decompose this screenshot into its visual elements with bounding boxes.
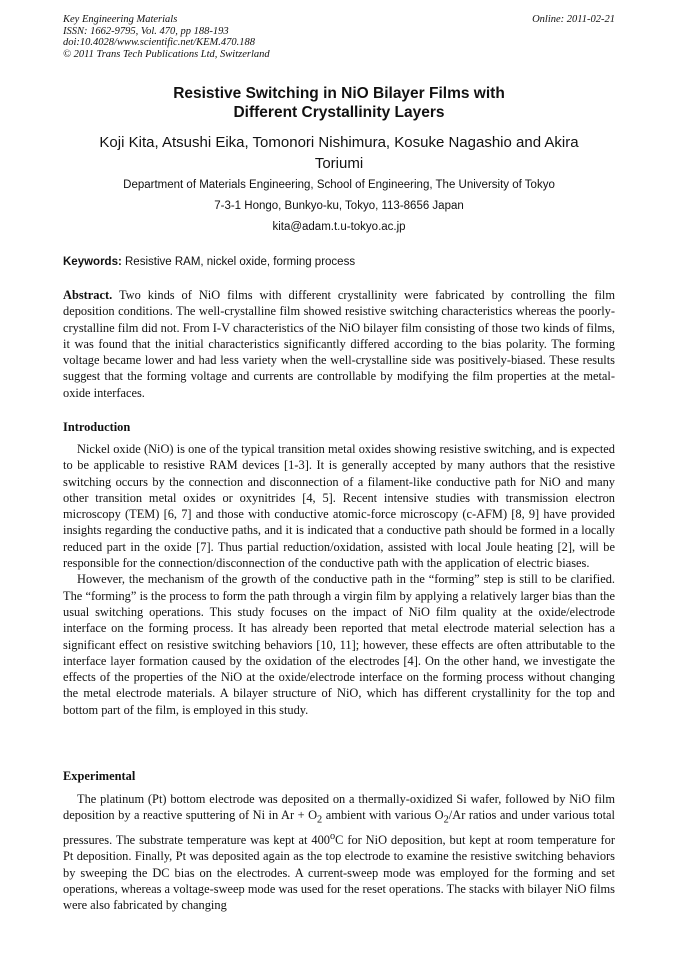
o2-subscript-2: 2 bbox=[443, 814, 449, 826]
affiliation-address: 7-3-1 Hongo, Bunkyo-ku, Tokyo, 113-8656 Japan bbox=[214, 200, 464, 212]
experimental-heading: Experimental bbox=[63, 769, 136, 783]
experimental-text-d: C for NiO deposition, but kept at room temperature for Pt deposition. Finally, Pt was deposited again as the top electrode to examine the resistive switching behaviors by sweeping the DC bias on the electrodes. A current-sweep mode was employed for the forming and set operations, whereas a voltage-sweep mode was used for the reset operations. The stacks with bilayer NiO films were also fabricated by changing bbox=[63, 833, 615, 913]
abstract-label: Abstract. bbox=[63, 288, 113, 302]
title-line-1: Resistive Switching in NiO Bilayer Films with bbox=[173, 85, 505, 102]
copyright-line: © 2011 Trans Tech Publications Ltd, Switzerland bbox=[63, 48, 270, 60]
keywords-label: Keywords: bbox=[63, 256, 122, 268]
journal-header bbox=[63, 14, 615, 60]
abstract-text: Two kinds of NiO films with different crystallinity were fabricated by controlling the film deposition conditions. The well-crystalline film showed resistive switching characteristics whereas the poorly-crystalline film did not. From I-V characteristics of the NiO bilayer film consisting of those two kinds of films, it was found that the initial characteristics significantly differed according to the bias polarity. The forming voltage became lower and had less variety when the well-crystalline side was positively-biased. These results suggest that the forming voltage and currents are controllable by modifying the film properties at the metal-oxide interfaces. bbox=[63, 288, 615, 400]
author-list bbox=[63, 132, 615, 174]
online-date: Online: 2011-02-21 bbox=[532, 14, 615, 25]
introduction-body bbox=[63, 441, 615, 718]
paper-title bbox=[63, 84, 615, 122]
title-line-2: Different Crystallinity Layers bbox=[233, 104, 445, 121]
experimental-text-a: The platinum (Pt) bottom electrode was deposited on a thermally-oxidized Si wafer, followed by NiO film deposition by a reactive sputtering of Ni in Ar + O bbox=[63, 792, 615, 823]
affiliation-email[interactable]: kita@adam.t.u-tokyo.ac.jp bbox=[272, 221, 406, 233]
introduction-heading: Introduction bbox=[63, 420, 131, 434]
journal-name: Key Engineering Materials bbox=[63, 14, 178, 25]
authors-line-1: Koji Kita, Atsushi Eika, Tomonori Nishimura, Kosuke Nagashio and Akira bbox=[99, 134, 579, 151]
keywords bbox=[63, 255, 615, 269]
keywords-text: Resistive RAM, nickel oxide, forming process bbox=[121, 256, 356, 268]
experimental-body bbox=[63, 791, 615, 914]
experimental-text-c: /Ar ratios and under various total pressures. The substrate temperature was kept at 400 bbox=[63, 808, 615, 848]
experimental-paragraph-1 bbox=[63, 791, 615, 914]
authors-line-2: Toriumi bbox=[314, 155, 364, 172]
abstract bbox=[63, 287, 615, 401]
doi-line: doi:10.4028/www.scientific.net/KEM.470.188 bbox=[63, 37, 255, 48]
affiliation-department: Department of Materials Engineering, School of Engineering, The University of Tokyo bbox=[123, 179, 555, 191]
introduction-paragraph-2: However, the mechanism of the growth of the conductive path in the “forming” step is still to be clarified. The “forming” is the process to form the path through a virgin film by applying a relatively larger bias than the usual switching operations. This study focuses on the impact of NiO film quality at the oxide/electrode interface on the forming process. It has already been reported that metal electrode material selection has a significant effect on resistive switching behaviors [10, 11]; however, these effects are often attributable to the interface layer formation caused by the oxidation of the electrodes [4]. On the other hand, we investigate the effects of the properties of the NiO at the oxide/electrode interface on the forming process without changing the metal electrode materials. A bilayer structure of NiO, which has different crystallinity for the top and bottom part of the film, is employed in this study. bbox=[63, 572, 615, 717]
introduction-paragraph-1: Nickel oxide (NiO) is one of the typical transition metal oxides showing resistive switching, and is expected to be applicable to resistive RAM devices [1-3]. It is generally accepted by many authors that the resistive switching occurs by the connection and disconnection of a filament-like conductive path for NiO and many other transition metal oxides or oxynitrides [4, 5]. Recent intensive studies with transmission electron microscopy (TEM) [6, 7] and those with conductive atomic-force microscopy (c-AFM) [8, 9] have provided insights regarding the conductive paths, and it is indicated that a conductive path should be formed in a locally reduced part in the oxide [7]. Thus partial reduction/oxidation, assisted with local Joule heating [2], will be responsible for the connection/disconnection of the conductive path with the application of electric biases. bbox=[63, 442, 615, 571]
o2-subscript-1: 2 bbox=[317, 814, 323, 826]
degree-superscript: o bbox=[329, 831, 336, 843]
abstract-paragraph bbox=[63, 287, 615, 401]
experimental-text-b: ambient with various O bbox=[322, 808, 444, 823]
issn-line: ISSN: 1662-9795, Vol. 470, pp 188-193 bbox=[63, 25, 229, 37]
